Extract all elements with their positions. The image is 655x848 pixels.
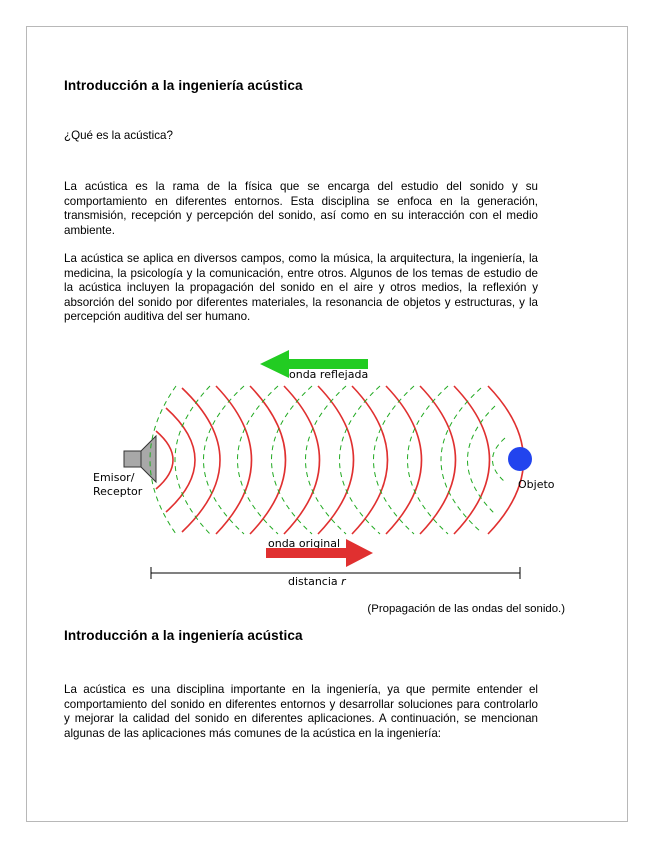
emitter-label: Emisor/ [93,471,135,484]
section-title: Introducción a la ingeniería acústica [64,628,303,643]
paragraph: La acústica se aplica en diversos campos, como la música, la arquitectura, la ingeniería, la medicina, la psicología y la comunicación, entre otros. Algunos de los temas de estudio de la acústica incluyen la propagación del sonido en el aire y otros medios, la reflexión y absorción del sonido por diferentes materiales, la resonancia de objetos y estructuras, y la percepción auditiva del ser humano. [64,252,538,324]
object-label: Objeto [518,478,555,491]
original-wavefronts [156,386,524,534]
figure-caption: (Propagación de las ondas del sonido.) [367,603,565,615]
reflected-wavefronts [150,386,505,534]
paragraph: La acústica es una disciplina importante en la ingeniería, ya que permite entender el comportamiento del sonido en diferentes entornos y desarrollar soluciones para controlarlo y mejorar la calidad del sonido en diferentes aplicaciones. A continuación, se mencionan algunas de las aplicaciones más comunes de la acústica en la ingeniería: [64,683,538,740]
paragraph: La acústica es la rama de la física que se encarga del estudio del sonido y su comportamiento en diferentes entornos. Esta disciplina se enfoca en la generación, transmisión, recepción y percepción del sonido, así como en su interacción con el medio ambiente. [64,180,538,237]
distance-label: distancia r [288,575,346,588]
question-text: ¿Qué es la acústica? [64,129,173,142]
section-title: Introducción a la ingeniería acústica [64,78,303,93]
reflected-wave-label: onda reflejada [289,368,369,381]
original-wave-label: onda original [268,537,341,550]
object-circle [508,447,532,471]
receiver-label: Receptor [93,485,143,498]
